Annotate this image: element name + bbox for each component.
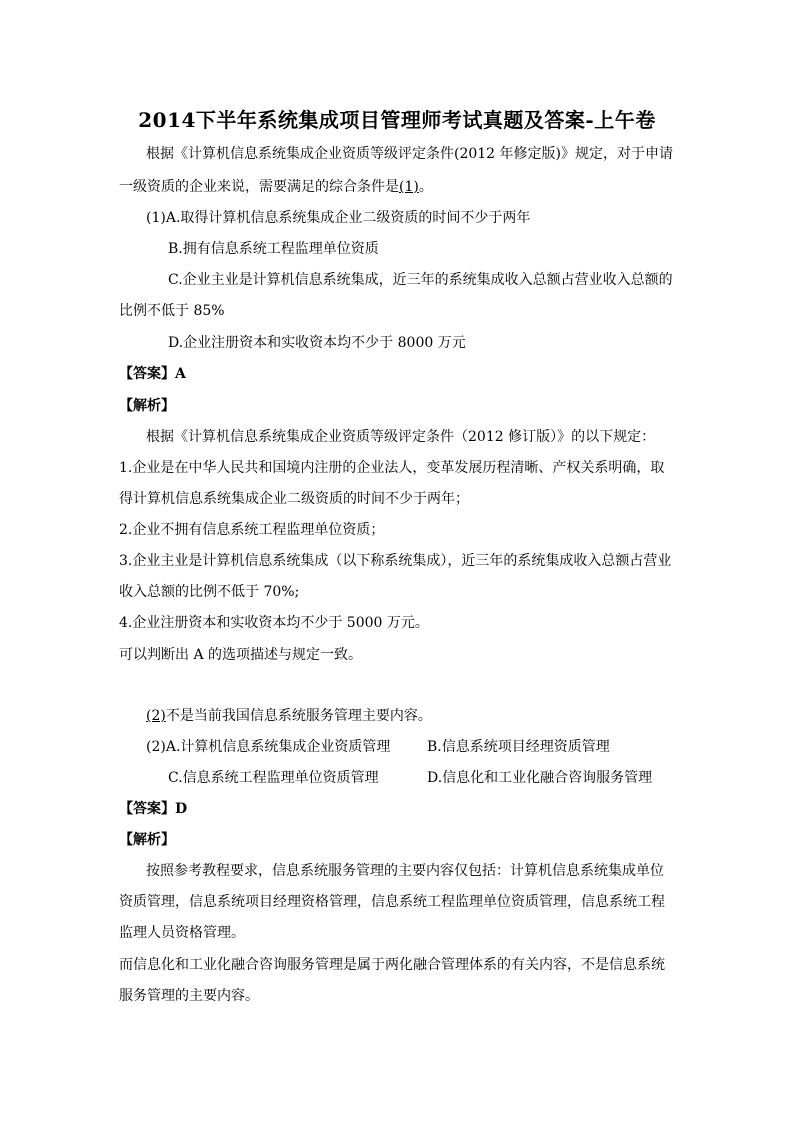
q1-stem-line1: 根据《计算机信息系统集成企业资质等级评定条件(2012 年修定版)》规定，对于申请 — [146, 146, 674, 162]
q1-stem-text: 一级资质的企业来说，需要满足的综合条件是 — [119, 179, 399, 195]
q2-analysis-line3: 监理人员资格管理。 — [119, 925, 245, 941]
q1-answer: 【答案】A — [119, 366, 186, 382]
q2-blank: (2) — [146, 708, 166, 724]
q1-stem-line2 — [119, 177, 433, 197]
q1-option-b: B.拥有信息系统工程监理单位资质 — [168, 241, 379, 257]
q2-stem — [146, 706, 432, 726]
q2-analysis-heading: 【解析】 — [119, 832, 175, 848]
q1-analysis-line6: 收入总额的比例不低于 70%; — [119, 584, 300, 600]
q1-option-d: D.企业注册资本和实收资本均不少于 8000 万元 — [168, 335, 466, 351]
q2-analysis-line4: 而信息化和工业化融合咨询服务管理是属于两化融合管理体系的有关内容，不是信息系统 — [119, 957, 665, 973]
q1-analysis-line4: 2.企业不拥有信息系统工程监理单位资质； — [119, 522, 385, 538]
q1-stem-end: 。 — [418, 179, 433, 195]
q1-analysis-line1: 根据《计算机信息系统集成企业资质等级评定条件（2012 修订版）》的以下规定： — [146, 429, 656, 445]
q1-blank: (1) — [399, 179, 419, 195]
q1-analysis-heading: 【解析】 — [119, 398, 175, 414]
q2-stem-text: 不是当前我国信息系统服务管理主要内容。 — [165, 708, 432, 724]
q2-analysis-line1: 按照参考教程要求，信息系统服务管理的主要内容仅包括：计算机信息系统集成单位 — [146, 863, 664, 879]
q2-option-c: C.信息系统工程监理单位资质管理 — [168, 770, 379, 786]
q1-option-c-line1: C.企业主业是计算机信息系统集成，近三年的系统集成收入总额占营业收入总额的 — [168, 272, 673, 288]
q1-analysis-line7: 4.企业注册资本和实收资本均不少于 5000 万元。 — [119, 615, 429, 631]
q1-analysis-line8: 可以判断出 A 的选项描述与规定一致。 — [119, 647, 363, 663]
q2-option-b: B.信息系统项目经理资质管理 — [427, 739, 610, 755]
q2-option-a: (2)A.计算机信息系统集成企业资质管理 — [146, 739, 391, 755]
q2-analysis-line2: 资质管理，信息系统项目经理资格管理，信息系统工程监理单位资质管理，信息系统工程 — [119, 894, 665, 910]
q2-analysis-line5: 服务管理的主要内容。 — [119, 988, 259, 1004]
q1-option-a: (1)A.取得计算机信息系统集成企业二级资质的时间不少于两年 — [146, 210, 531, 226]
q1-option-c-line2: 比例不低于 85% — [119, 303, 225, 319]
q2-option-d: D.信息化和工业化融合咨询服务管理 — [427, 770, 653, 786]
q2-answer: 【答案】D — [119, 801, 188, 817]
q1-analysis-line5: 3.企业主业是计算机信息系统集成（以下称系统集成），近三年的系统集成收入总额占营业 — [119, 553, 672, 569]
q1-analysis-line3: 得计算机信息系统集成企业二级资质的时间不少于两年； — [119, 491, 469, 507]
page-title: 2014下半年系统集成项目管理师考试真题及答案-上午卷 — [138, 108, 656, 132]
q1-analysis-line2: 1.企业是在中华人民共和国境内注册的企业法人，变革发展历程清晰、产权关系明确，取 — [119, 460, 665, 476]
